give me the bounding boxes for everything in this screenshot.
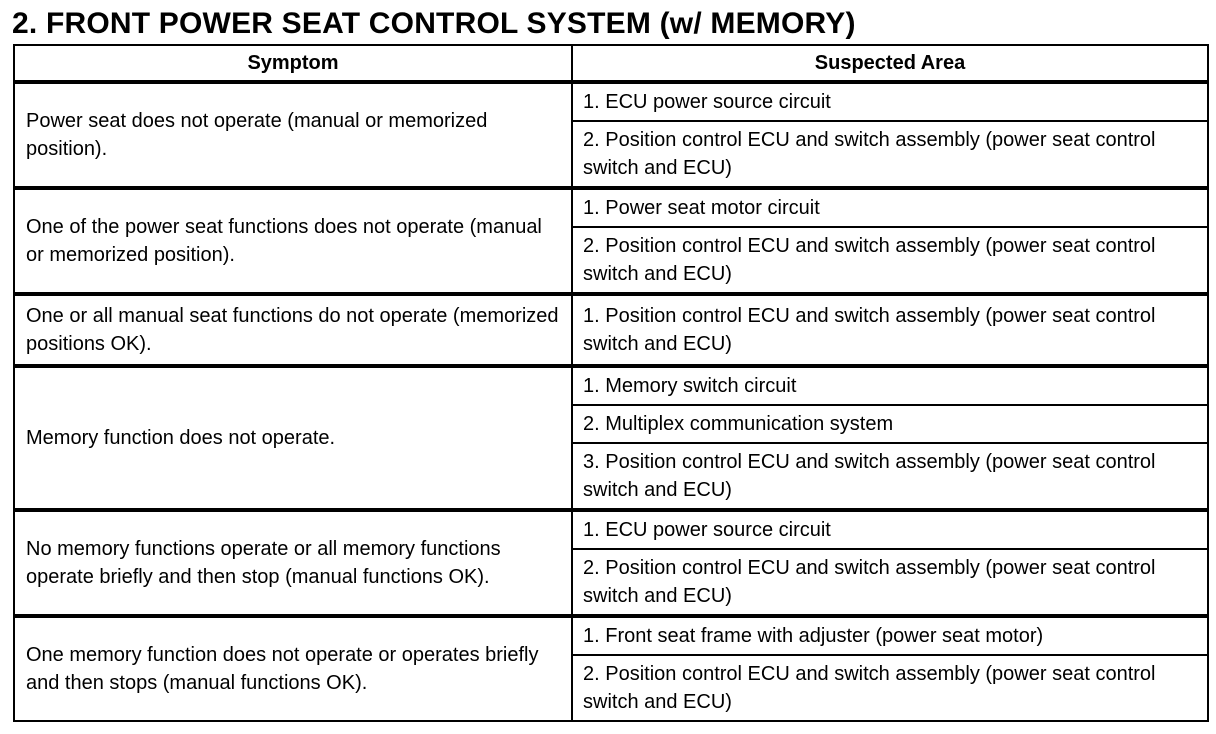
suspected-area-cell: 2. Position control ECU and switch assembly (power seat control switch and ECU) (572, 655, 1208, 721)
column-header-symptom: Symptom (14, 45, 572, 82)
suspected-area-cell: 2. Position control ECU and switch assembly (power seat control switch and ECU) (572, 227, 1208, 294)
table-row (14, 510, 1208, 549)
suspected-area-cell: 3. Position control ECU and switch assembly (power seat control switch and ECU) (572, 443, 1208, 510)
table-header-row (14, 45, 1208, 82)
symptom-cell: No memory functions operate or all memory functions operate briefly and then stop (manual functions OK). (14, 510, 572, 616)
table-row (14, 616, 1208, 655)
table-row (14, 82, 1208, 121)
symptom-cell: One memory function does not operate or operates briefly and then stops (manual functions OK). (14, 616, 572, 721)
suspected-area-cell: 1. Power seat motor circuit (572, 188, 1208, 227)
suspected-area-cell: 1. Position control ECU and switch assembly (power seat control switch and ECU) (572, 294, 1208, 366)
suspected-area-cell: 2. Position control ECU and switch assembly (power seat control switch and ECU) (572, 549, 1208, 616)
problem-symptoms-table (13, 44, 1209, 722)
table-row (14, 366, 1208, 405)
suspected-area-cell: 1. ECU power source circuit (572, 510, 1208, 549)
column-header-suspected-area: Suspected Area (572, 45, 1208, 82)
symptom-cell: Memory function does not operate. (14, 366, 572, 510)
suspected-area-cell: 1. ECU power source circuit (572, 82, 1208, 121)
document-title: 2. FRONT POWER SEAT CONTROL SYSTEM (w/ MEMORY) (12, 7, 856, 40)
suspected-area-cell: 1. Front seat frame with adjuster (power seat motor) (572, 616, 1208, 655)
table-row (14, 294, 1208, 366)
symptom-cell: One of the power seat functions does not operate (manual or memorized position). (14, 188, 572, 294)
suspected-area-cell: 1. Memory switch circuit (572, 366, 1208, 405)
table-row (14, 188, 1208, 227)
symptom-cell: One or all manual seat functions do not operate (memorized positions OK). (14, 294, 572, 366)
symptom-cell: Power seat does not operate (manual or memorized position). (14, 82, 572, 188)
suspected-area-cell: 2. Position control ECU and switch assembly (power seat control switch and ECU) (572, 121, 1208, 188)
suspected-area-cell: 2. Multiplex communication system (572, 405, 1208, 443)
